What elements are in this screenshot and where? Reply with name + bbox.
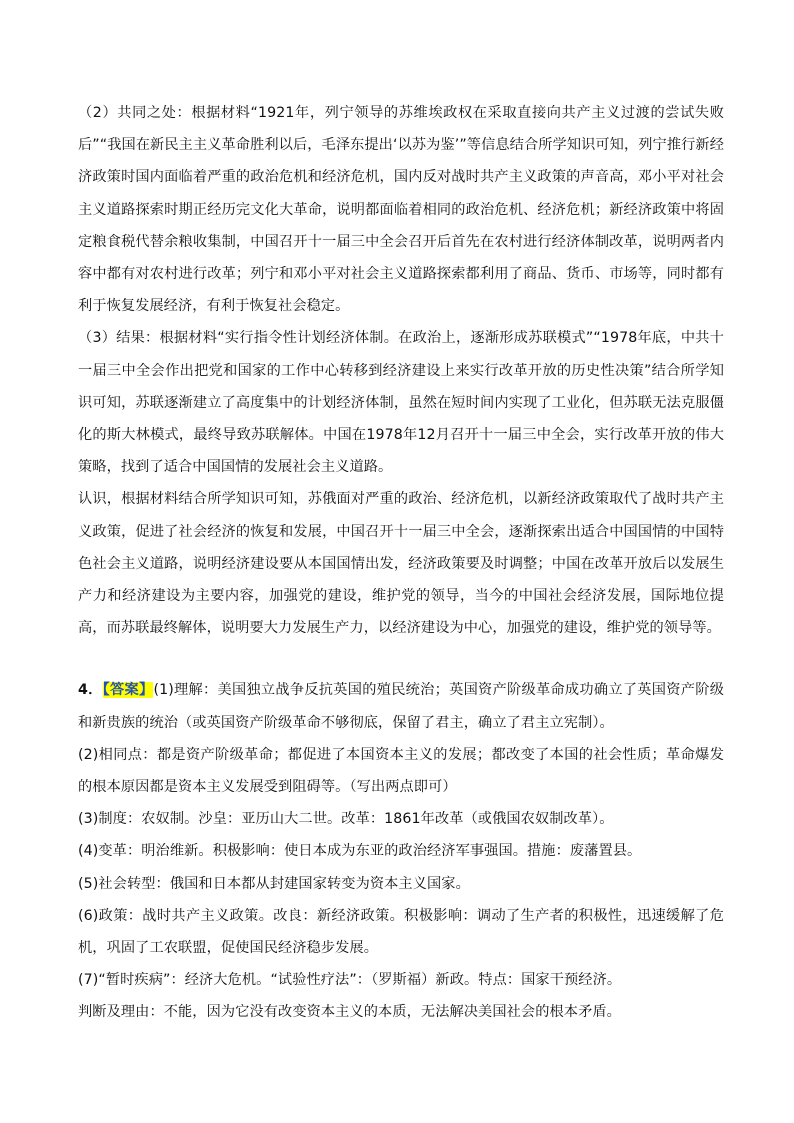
answer-4-part-1-text: (1)理解：美国独立战争反抗英国的殖民统治；英国资产阶级革命成功确立了英国资产阶级和新贵族的统治（或英国资产阶级革命不够彻底，保留了君主，确立了君主立宪制）。 — [78, 682, 724, 731]
answer-3-recognition: 认识，根据材料结合所学知识可知，苏俄面对严重的政治、经济危机，以新经济政策取代了战时共产主义政策，促进了社会经济的恢复和发展，中国召开十一届三中全会，逐渐探索出适合中国国情的中国特色社会主义道路，说明经济建设要从本国国情出发，经济政策要及时调整；中国在改革开放后以发展生产力和经济建设为主要内容，加强党的建设，维护党的领导，当今的中国社会经济发展，国际地位提高，而苏联最终解体，说明要大力发展生产力，以经济建设为中心，加强党的建设，维护党的领导等。 — [78, 491, 724, 637]
answer-tag: 【答案】 — [102, 682, 154, 699]
answer-4-part-2: (2)相同点：都是资产阶级革命；都促进了本国资本主义的发展；都改变了本国的社会性质；革命爆发的根本原因都是资本主义发展受到阻碍等。（写出两点即可） — [78, 746, 724, 796]
answer-4-judgement: 判断及理由：不能，因为它没有改变资本主义的本质，无法解决美国社会的根本矛盾。 — [78, 1004, 621, 1021]
section-gap — [78, 644, 724, 674]
answer-4-part-5: (5)社会转型：俄国和日本都从封建国家转变为资本主义国家。 — [78, 875, 470, 892]
answer-3-part-2: （2）共同之处：根据材料“1921年，列宁领导的苏维埃政权在采取直接向共产主义过渡的尝试失败后”“我国在新民主主义革命胜利以后，毛泽东提出‘以苏为鉴’”等信息结合所学知识可知，列宁推行新经济政策时国内面临着严重的政治危机和经济危机，国内反对战时共产主义政策的声音高，邓小平对社会主义道路探索时期正经历完文化大革命，说明都面临着相同的政治危机、经济危机；新经济政策中将固定粮食税代替余粮收集制，中国召开十一届三中全会召开后首先在农村进行经济体制改革，说明两者内容中都有对农村进行改革；列宁和邓小平对社会主义道路探索都利用了商品、货币、市场等，同时都有利于恢复发展经济，有利于恢复社会稳定。 — [78, 105, 724, 315]
answer-4-part-6: (6)政策：战时共产主义政策。改良：新经济政策。积极影响：调动了生产者的积极性，迅速缓解了危机，巩固了工农联盟，促使国民经济稳步发展。 — [78, 907, 724, 957]
question-number: 4． — [78, 682, 103, 699]
answer-4-part-3: (3)制度：农奴制。沙皇：亚历山大二世。改革：1861年改革（或俄国农奴制改革）。 — [78, 811, 614, 828]
answer-4-part-1 — [78, 674, 724, 738]
answer-4-part-7: (7)“暂时疾病”：经济大危机。“试验性疗法”：（罗斯福）新政。特点：国家干预经济。 — [78, 972, 622, 989]
answer-3-part-3: （3）结果：根据材料“实行指令性计划经济体制。在政治上，逐渐形成苏联模式”“1978年底，中共十一届三中全会作出把党和国家的工作中心转移到经济建设上来实行改革开放的历史性决策”结合所学知识可知，苏联逐渐建立了高度集中的计划经济体制，虽然在短时间内实现了工业化，但苏联无法克服僵化的斯大林模式，最终导致苏联解体。中国在1978年12月召开十一届三中全会，实行改革开放的伟大策略，找到了适合中国国情的发展社会主义道路。 — [78, 330, 724, 476]
answer-4-part-4: (4)变革：明治维新。积极影响：使日本成为东亚的政治经济军事强国。措施：废藩置县。 — [78, 843, 642, 860]
